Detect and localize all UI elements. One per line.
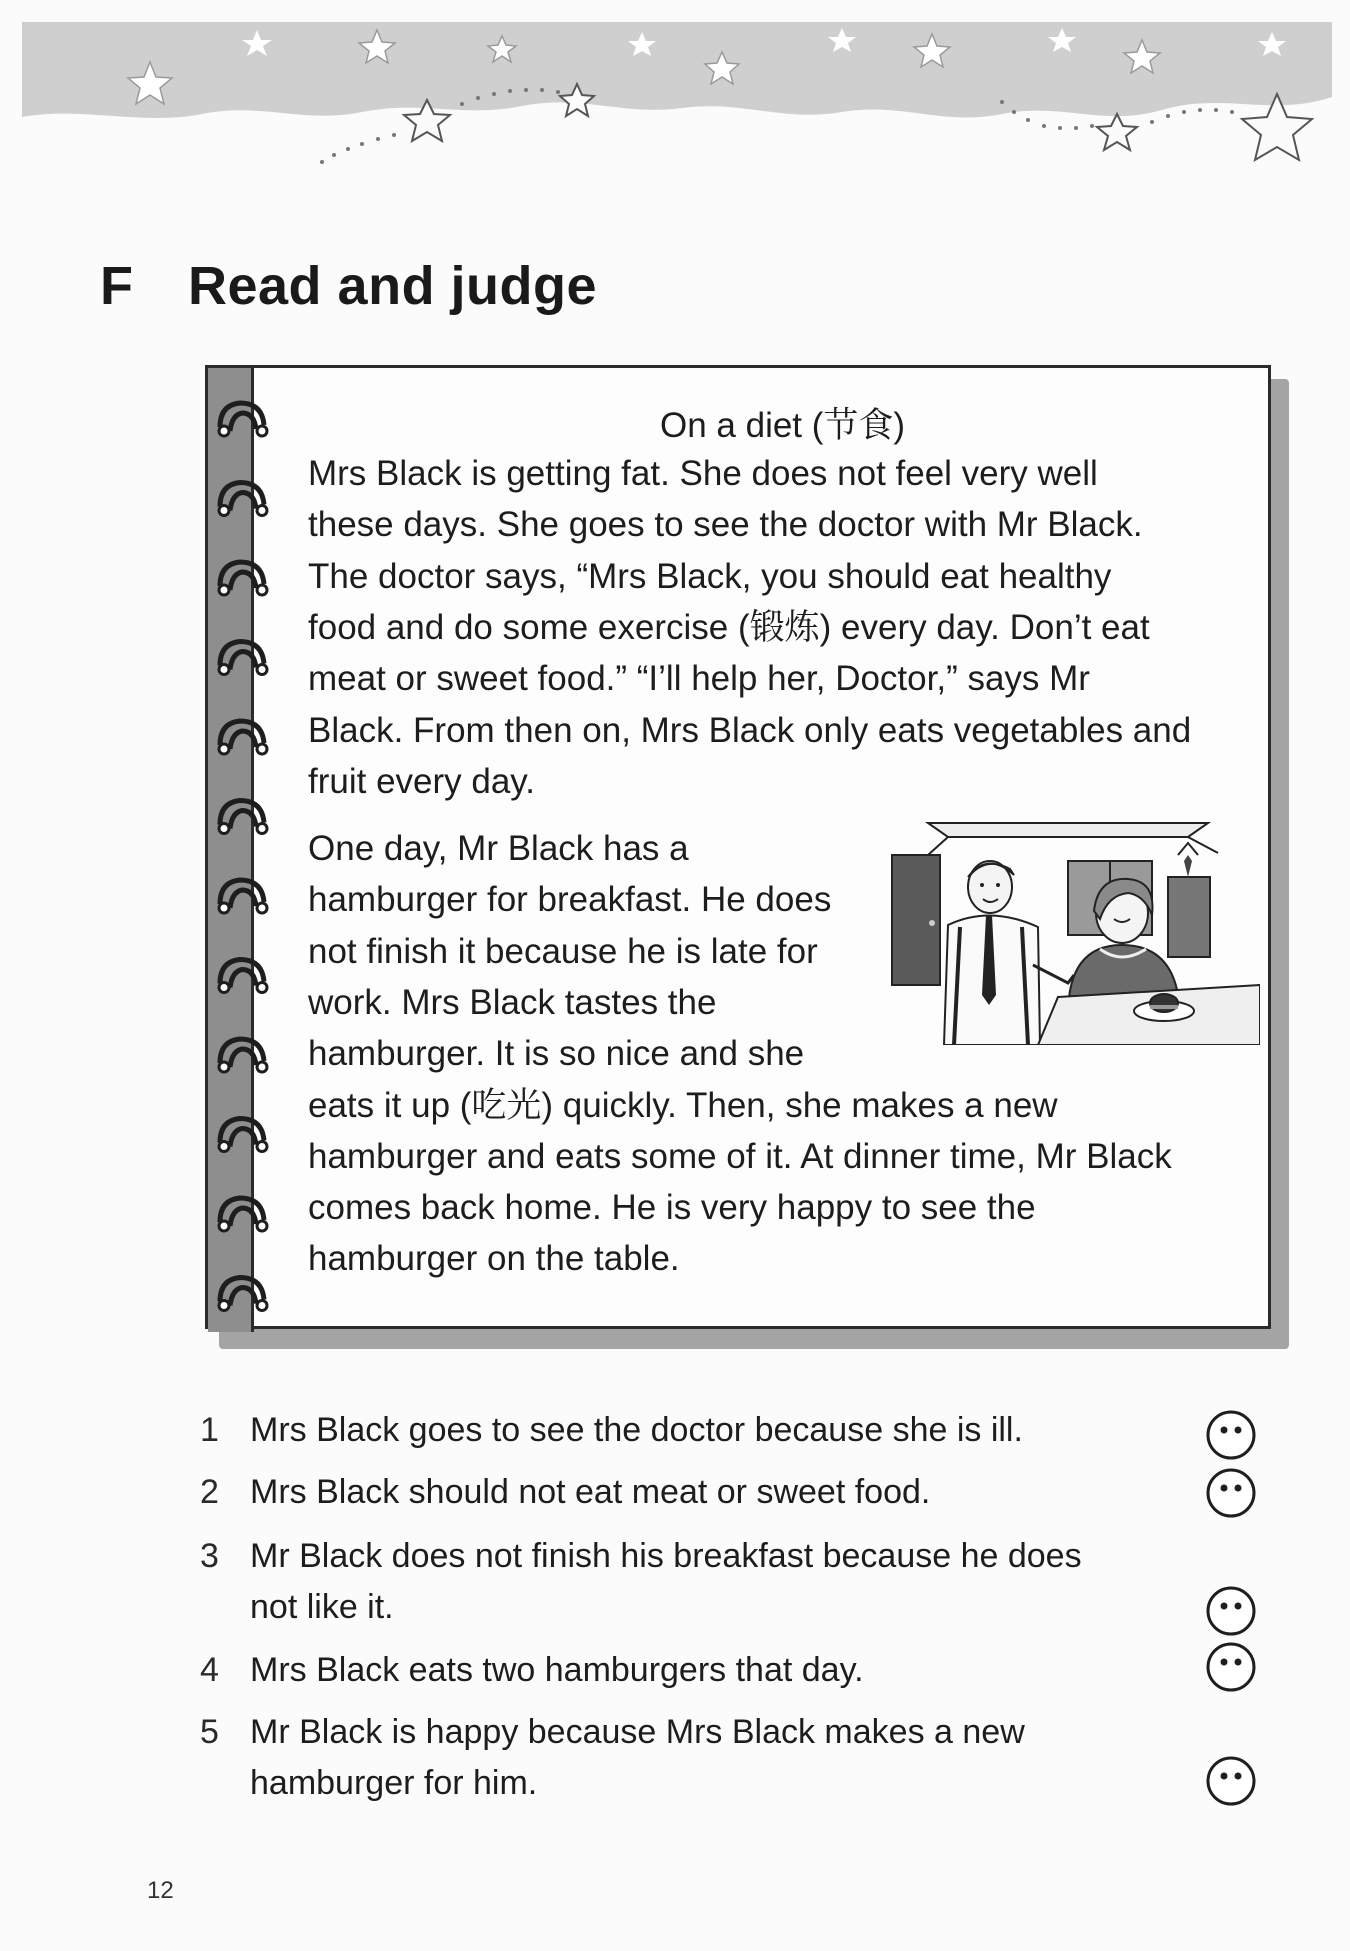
story-line: fruit every day.: [308, 761, 535, 801]
question-text: Mrs Black should not eat meat or sweet food.: [250, 1473, 931, 1511]
story-line: The doctor says, “Mrs Black, you should eat healthy: [308, 556, 1112, 596]
question-text: Mrs Black eats two hamburgers that day.: [250, 1651, 864, 1689]
neutral-face-icon[interactable]: [1205, 1409, 1257, 1461]
spiral-binding: [210, 395, 290, 1315]
question-text: not like it.: [250, 1588, 394, 1626]
story-title: On a diet (节食): [660, 406, 906, 445]
page-number: 12: [147, 1877, 174, 1904]
story-line: food and do some exercise (锻炼) every day. Don’t eat: [308, 607, 1150, 647]
story-line: Mrs Black is getting fat. She does not feel very well: [308, 454, 1098, 493]
neutral-face-icon[interactable]: [1205, 1585, 1257, 1637]
story-line: hamburger on the table.: [308, 1239, 680, 1279]
question-number: 2: [200, 1473, 219, 1511]
section-title: Read and judge: [188, 256, 598, 316]
neutral-face-icon[interactable]: [1205, 1755, 1257, 1807]
question-text: Mrs Black goes to see the doctor because she is ill.: [250, 1411, 1023, 1449]
star-banner: [22, 22, 1332, 202]
kitchen-illustration: [888, 815, 1260, 1045]
question-text: Mr Black is happy because Mrs Black makes a new: [250, 1713, 1025, 1751]
section-heading: [100, 255, 597, 317]
question-text: hamburger for him.: [250, 1764, 538, 1802]
story-line: Black. From then on, Mrs Black only eats vegetables and: [308, 710, 1192, 750]
story-line: comes back home. He is very happy to see the: [308, 1188, 1036, 1228]
question-number: 4: [200, 1651, 219, 1689]
story-line: One day, Mr Black has a: [308, 829, 689, 868]
neutral-face-icon[interactable]: [1205, 1467, 1257, 1519]
story-line: not finish it because he is late for: [308, 931, 818, 971]
question-number: 5: [200, 1713, 219, 1751]
story-line: hamburger and eats some of it. At dinner time, Mr Black: [308, 1136, 1172, 1176]
star-icon: [1097, 114, 1137, 150]
question-text: Mr Black does not finish his breakfast because he does: [250, 1537, 1082, 1575]
question-number: 3: [200, 1537, 219, 1575]
story-line: work. Mrs Black tastes the: [308, 982, 717, 1022]
neutral-face-icon[interactable]: [1205, 1641, 1257, 1693]
section-letter: F: [100, 256, 134, 316]
story-line: hamburger. It is so nice and she: [308, 1034, 805, 1074]
story-line: hamburger for breakfast. He does: [308, 880, 832, 920]
story-line: meat or sweet food.” “I’ll help her, Doctor,” says Mr: [308, 659, 1090, 699]
story-line: eats it up (吃光) quickly. Then, she makes a new: [308, 1085, 1058, 1125]
story-line: these days. She goes to see the doctor with Mr Black.: [308, 505, 1143, 545]
question-number: 1: [200, 1411, 219, 1449]
